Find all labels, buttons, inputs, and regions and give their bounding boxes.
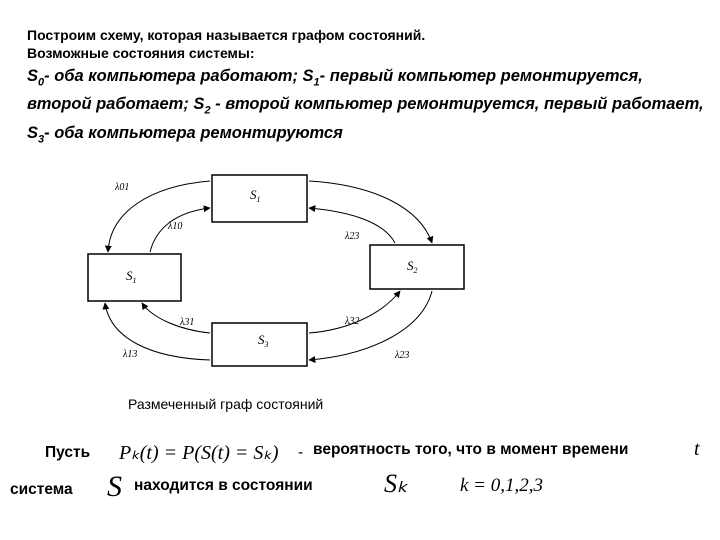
node-bottom-label: $S_3$	[258, 332, 269, 349]
in-state-text: находится в состоянии	[134, 477, 313, 494]
s3-text: - оба компьютера ремонтируются	[44, 123, 343, 142]
s0-label: S	[27, 67, 39, 85]
node-top-label: $S_1$	[250, 187, 261, 204]
system-label: система	[10, 481, 73, 498]
rate-label-5: λ32	[345, 316, 360, 327]
node-right-label: $S_2$	[407, 258, 418, 275]
arc-bottom-to-left-inner	[142, 303, 210, 333]
s2-sub: 2	[204, 104, 211, 117]
graph-caption: Размеченный граф состояний	[128, 396, 324, 412]
k-values: k = 0,1,2,3	[460, 475, 544, 496]
rate-label-3: λ23	[345, 231, 360, 242]
formula-dash: -	[298, 444, 304, 461]
state-symbol: Sₖ	[384, 469, 409, 498]
s3-sub: 3	[38, 132, 45, 145]
let-label: Пусть	[45, 444, 91, 461]
intro-line-1: Построим схему, которая называется графом состояний.	[27, 27, 426, 43]
intro-line-2: Возможные состояния системы:	[27, 45, 255, 61]
s0-sub: 0	[38, 76, 45, 89]
system-symbol: S	[107, 470, 122, 503]
rate-label-4: λ31	[180, 317, 195, 328]
arc-right-to-bottom-outer	[309, 291, 432, 360]
rate-label-2: λ10	[168, 221, 183, 232]
s1-text: - первый компьютер ремонтируется, второй работает; S	[27, 67, 643, 114]
probability-formula: Pₖ(t) = P(S(t) = Sₖ)	[119, 442, 279, 464]
node-left-label: $S_1$	[126, 268, 137, 285]
s2-text: - второй компьютер ремонтируется, первый работает, S	[27, 95, 704, 142]
arc-left-to-bottom-outer	[105, 303, 210, 360]
s1-sub: 1	[313, 76, 320, 89]
arc-top-to-right-outer	[309, 181, 432, 243]
probability-text: вероятность того, что в момент времени	[313, 441, 629, 458]
rate-label-1: λ01	[115, 182, 130, 193]
rate-label-8: λ32	[445, 172, 460, 183]
rate-label-7: λ23	[395, 350, 410, 361]
time-symbol: t	[694, 438, 700, 460]
s0-text: - оба компьютера работают; S	[44, 67, 314, 85]
rate-label-6: λ13	[123, 349, 138, 360]
